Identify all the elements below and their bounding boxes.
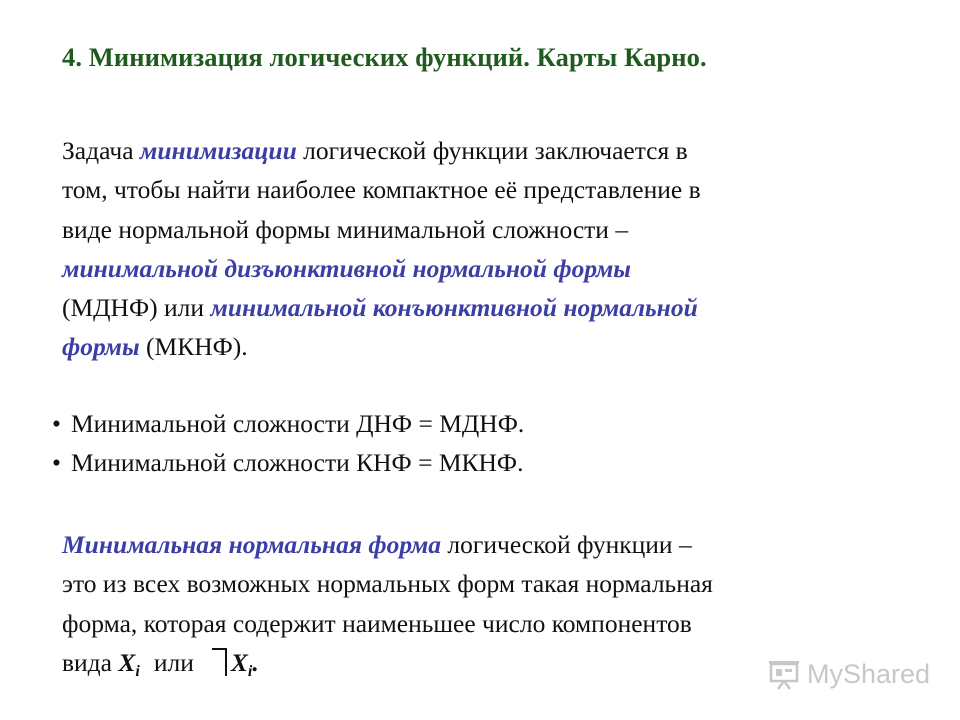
- bullet-item: • Минимальной сложности ДНФ = МДНФ.: [52, 404, 524, 443]
- term-mknf-end: формы: [62, 332, 140, 362]
- definition-line-2: это из всех возможных нормальных форм такая нормальная: [62, 569, 713, 599]
- intro-line-2: том, чтобы найти наиболее компактное её представление в: [62, 175, 701, 205]
- intro-text: (МКНФ).: [139, 332, 248, 362]
- variable-letter: X: [230, 647, 248, 677]
- slide-title: 4. Минимизация логических функций. Карты Карно.: [62, 42, 707, 72]
- intro-text: логической функции заключается в: [296, 136, 688, 165]
- variable-xi: [118, 647, 140, 680]
- definition-period: .: [252, 647, 259, 677]
- intro-text: (МДНФ) или: [62, 293, 211, 323]
- bullet-list: [52, 404, 524, 483]
- variable-subscript: i: [135, 662, 140, 680]
- definition-line-1: [62, 525, 912, 564]
- bullet-item: • Минимальной сложности КНФ = МКНФ.: [52, 443, 524, 482]
- definition-line-3: форма, которая содержит наименьшее число компонентов: [62, 608, 692, 638]
- term-minimal-normal-form: Минимальная нормальная форма: [62, 530, 442, 559]
- term-minimization: минимизации: [139, 136, 297, 165]
- myshared-watermark: [767, 656, 930, 692]
- intro-paragraph: [62, 131, 912, 367]
- definition-text: вида: [62, 647, 119, 677]
- intro-line-5: [62, 288, 912, 327]
- intro-text: Задача: [62, 136, 140, 165]
- term-mknf: минимальной конъюнктивной нормальной: [210, 293, 698, 323]
- intro-line-6: [62, 327, 912, 366]
- definition-text: или: [153, 647, 194, 677]
- variable-letter: X: [118, 647, 136, 677]
- variable-subscript: i: [247, 662, 253, 680]
- projector-screen-icon: [767, 658, 801, 690]
- negation-symbol-icon: [212, 648, 227, 676]
- intro-line-1: [62, 131, 912, 170]
- watermark-text: MyShared: [807, 658, 931, 689]
- intro-line-3: виде нормальной формы минимальной сложности –: [62, 214, 629, 244]
- definition-text: логической функции –: [441, 530, 692, 559]
- term-mdnf: минимальной дизъюнктивной нормальной формы: [62, 253, 631, 283]
- variable-xi-negated: [230, 647, 253, 680]
